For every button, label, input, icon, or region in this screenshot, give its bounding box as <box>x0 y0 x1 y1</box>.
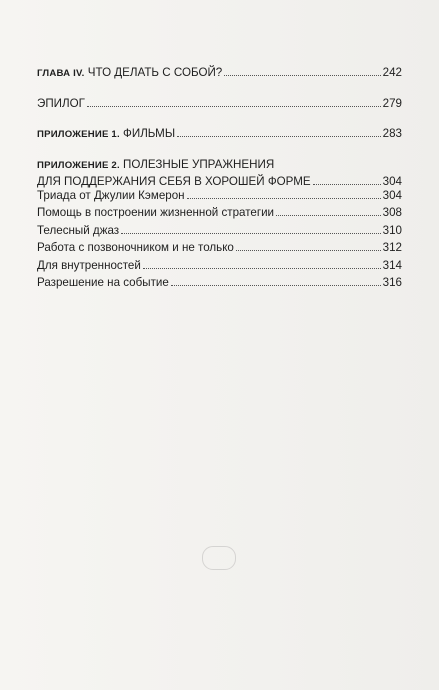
toc-entry-page: 279 <box>382 97 402 110</box>
dot-leader <box>313 184 381 185</box>
toc-subitem-page: 312 <box>382 241 402 255</box>
toc-subitem-title: Работа с позвоночником и не только <box>37 241 234 255</box>
toc-entry-prefix: ГЛАВА IV. <box>37 68 85 79</box>
toc-entry-epilogue <box>37 97 402 111</box>
dot-leader <box>177 136 381 137</box>
dot-leader <box>276 215 381 216</box>
toc-entry-chapter-4 <box>37 66 402 81</box>
toc-entry-prefix: ПРИЛОЖЕНИЕ 1. <box>37 129 120 140</box>
toc-entry-appendix-2 <box>37 158 402 189</box>
toc-entry-page: 304 <box>382 175 402 188</box>
toc-entry-title: ФИЛЬМЫ <box>119 127 176 140</box>
dot-leader <box>87 106 381 107</box>
toc-entry-appendix-1 <box>37 127 402 142</box>
toc-subitem-title: Телесный джаз <box>37 223 120 237</box>
toc-entry-page: 242 <box>382 66 402 79</box>
toc-subitem-title: Для внутренностей <box>37 258 141 272</box>
toc-subitem-title: Разрешение на событие <box>37 275 169 289</box>
dot-leader <box>236 250 381 251</box>
toc-entry-title-line-2: ДЛЯ ПОДДЕРЖАНИЯ СЕБЯ В ХОРОШЕЙ ФОРМЕ <box>37 175 311 188</box>
toc-entry-prefix: ПРИЛОЖЕНИЕ 2. <box>37 160 120 171</box>
toc-entry-label <box>37 127 175 142</box>
toc-subitem-page: 308 <box>382 206 402 220</box>
toc-subitem-page: 316 <box>382 275 402 289</box>
toc-subitem-title: Помощь в построении жизненной стратегии <box>37 206 275 220</box>
dot-leader <box>187 198 381 199</box>
toc-entry-title: ЧТО ДЕЛАТЬ С СОБОЙ? <box>84 66 223 79</box>
toc-subitem <box>37 189 402 203</box>
toc-entry-page: 283 <box>382 127 402 140</box>
toc-entry-title: ПОЛЕЗНЫЕ УПРАЖНЕНИЯ <box>119 158 275 171</box>
toc-subitem-page: 314 <box>382 258 402 272</box>
dot-leader <box>121 233 381 234</box>
dot-leader <box>224 75 380 76</box>
toc-subitem <box>37 259 402 273</box>
toc-subitem-page: 310 <box>382 223 402 237</box>
toc-subitem <box>37 224 402 238</box>
toc-entry-title: ЭПИЛОГ <box>37 97 85 110</box>
toc-subitem <box>37 241 402 255</box>
toc-entry-label <box>37 66 222 81</box>
toc-subitems <box>37 189 402 290</box>
toc-entry-title-line-1 <box>37 158 402 173</box>
toc-subitem <box>37 276 402 290</box>
show-through-age-badge <box>202 546 236 570</box>
dot-leader <box>143 268 381 269</box>
toc-subitem <box>37 206 402 220</box>
toc-subitem-title: Триада от Джулии Кэмерон <box>37 189 185 202</box>
dot-leader <box>171 285 381 286</box>
toc-subitem-page: 304 <box>382 189 402 202</box>
